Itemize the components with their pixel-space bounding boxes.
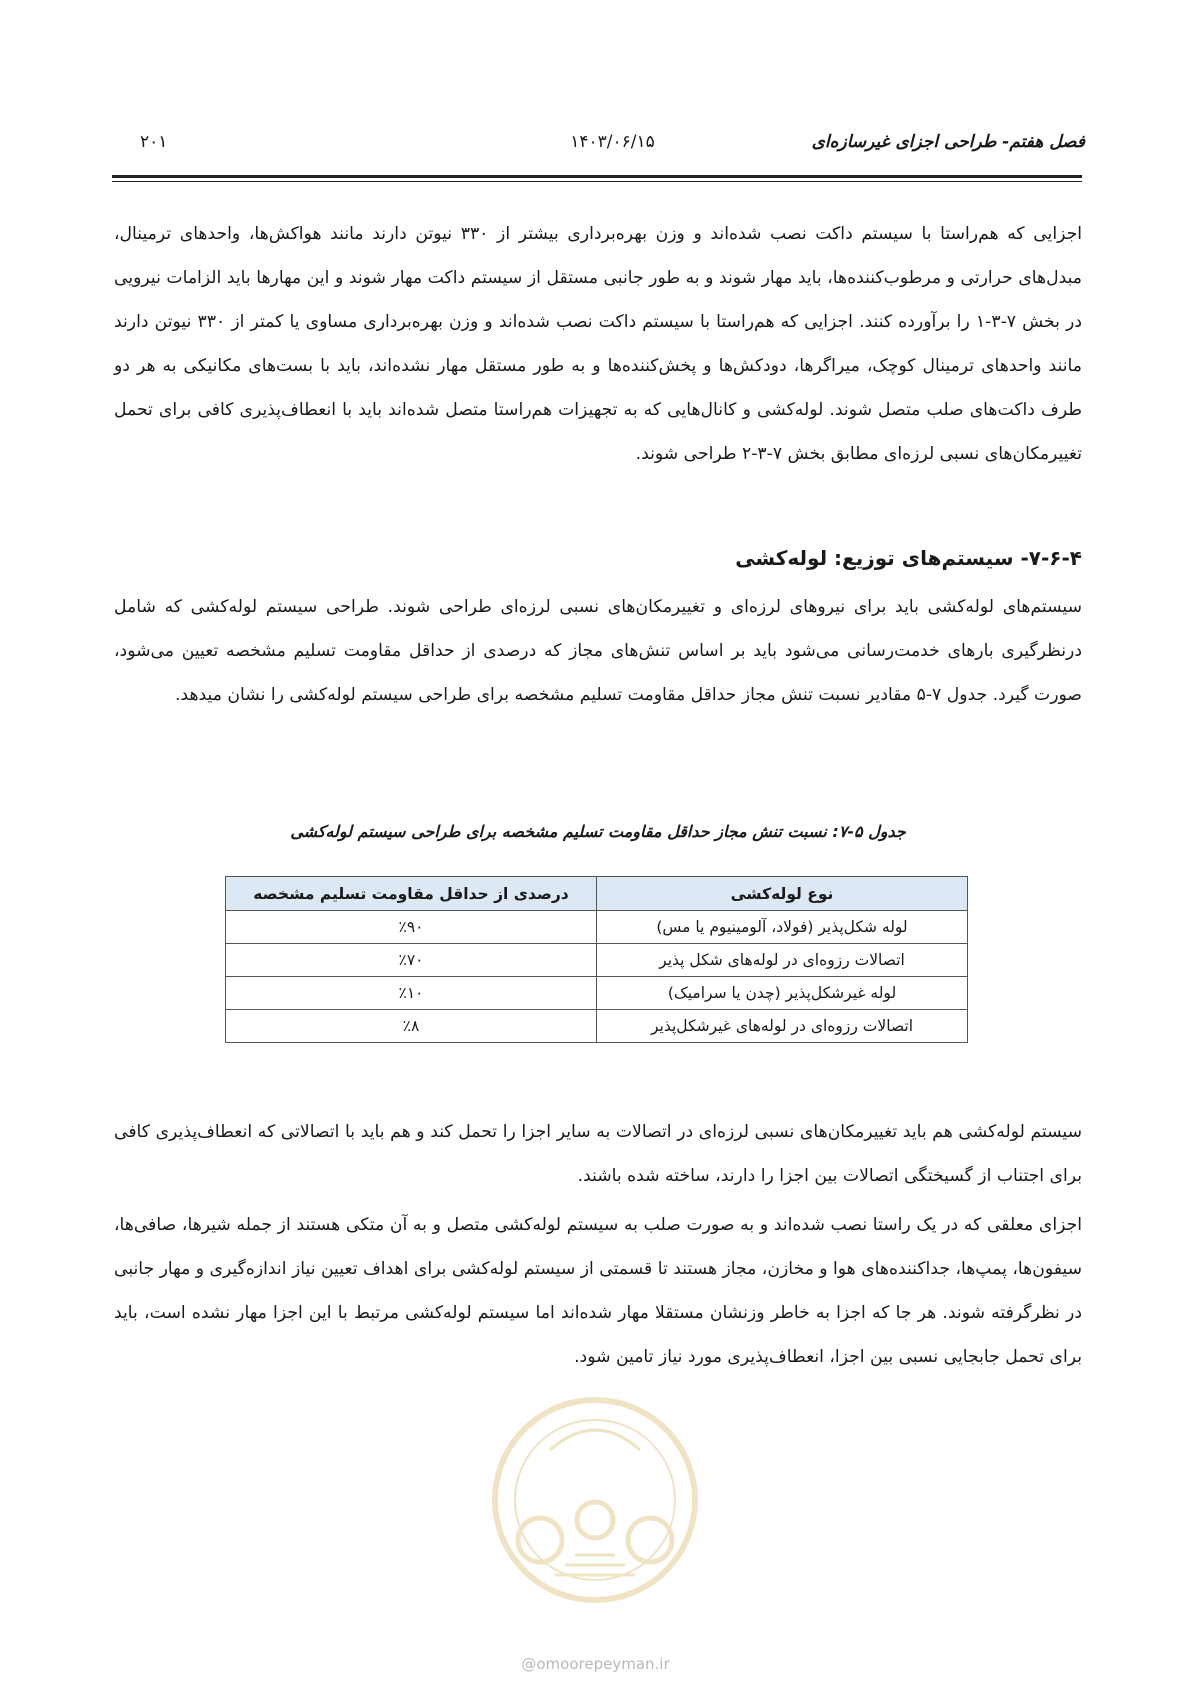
- header-rule-thin: [112, 181, 1082, 182]
- table-caption: جدول ۵-۷: نسبت تنش مجاز حداقل مقاومت تسلیم مشخصه برای طراحی سیستم لوله‌کشی: [290, 822, 906, 841]
- table-row: [226, 911, 968, 944]
- paragraph-piping-systems: سیستم‌های لوله‌کشی باید برای نیروهای لرزه‌ای و تغییرمکان‌های نسبی لرزه‌ای طراحی شوند. طراحی سیستم لوله‌کشی که شامل درنظرگیری بارهای خدمت‌رسانی می‌شود باید بر اساس تنش‌های مجاز که درصدی از حداقل مقاومت تسلیم مشخصه تعیین می‌شود، صورت گیرد. جدول ۷-۵ مقادیر نسبت تنش مجاز حداقل مقاومت تسلیم مشخصه برای طراحی سیستم لوله‌کشی را نشان میدهد.: [114, 597, 1082, 705]
- cell-yield-percentage: ٪۹۰: [226, 911, 597, 944]
- cell-piping-type: لوله شکل‌پذیر (فولاد، آلومینیوم یا مس): [597, 911, 968, 944]
- cell-yield-percentage: ٪۱۰: [226, 977, 597, 1010]
- watermark-logo-icon: [480, 1390, 710, 1640]
- header-date: ۱۴۰۳/۰۶/۱۵: [570, 132, 655, 152]
- table-row: [226, 944, 968, 977]
- section-heading: ۷-۶-۴- سیستم‌های توزیع: لوله‌کشی: [735, 546, 1082, 570]
- cell-piping-type: اتصالات رزوه‌ای در لوله‌های غیرشکل‌پذیر: [597, 1010, 968, 1043]
- cell-yield-percentage: ٪۸: [226, 1010, 597, 1043]
- column-header-piping-type: نوع لوله‌کشی: [597, 877, 968, 911]
- allowable-stress-table: [225, 876, 968, 1043]
- cell-piping-type: لوله غیرشکل‌پذیر (چدن یا سرامیک): [597, 977, 968, 1010]
- table-row: [226, 1010, 968, 1043]
- paragraph-duct-components: اجزایی که هم‌راستا با سیستم داکت نصب شده‌اند و وزن بهره‌برداری بیشتر از ۳۳۰ نیوتن دارند مانند هواکش‌ها، واحدهای ترمینال، مبدل‌های حرارتی و مرطوب‌کننده‌ها، باید مهار شوند و به طور جانبی مستقل از سیستم داکت مهار شوند و این مهارها باید الزامات نیرویی در بخش ۷-۳-۱ را برآورده کنند. اجزایی که هم‌راستا با سیستم داکت نصب شده‌اند و وزن بهره‌برداری مساوی یا کمتر از ۳۳۰ نیوتن دارند مانند واحدهای ترمینال کوچک، میراگرها، دودکش‌ها و پخش‌کننده‌ها و به طور مستقل مهار نشده‌اند، باید با بست‌های مکانیکی به هر دو طرف داکت‌های صلب متصل شوند. لوله‌کشی و کانال‌هایی که به تجهیزات هم‌راستا متصل شده‌اند باید با انعطاف‌پذیری کافی برای تحمل تغییرمکان‌های نسبی لرزه‌ای مطابق بخش ۷-۳-۲ طراحی شوند.: [114, 224, 1083, 464]
- table-row: [226, 977, 968, 1010]
- page-header: [140, 132, 1085, 158]
- paragraph-piping-connections: سیستم لوله‌کشی هم باید تغییرمکان‌های نسبی لرزه‌ای در اتصالات به سایر اجزا را تحمل کند و هم باید با اتصالاتی که انعطاف‌پذیری کافی برای اجتناب از گسیختگی اتصالات بین اجزا را دارند، ساخته شده باشند.: [114, 1122, 1082, 1186]
- chapter-title: فصل هفتم- طراحی اجزای غیرسازه‌ای: [811, 132, 1085, 152]
- paragraph-inline-components: اجزای معلقی که در یک راستا نصب شده‌اند و به صورت صلب به سیستم لوله‌کشی متصل و به آن متکی هستند از جمله شیرها، صافی‌ها، سیفون‌ها، پمپ‌ها، جداکننده‌های هوا و مخازن، مجاز هستند تا قسمتی از سیستم لوله‌کشی برای اهداف تعیین نیاز اندازه‌گیری و مهار جانبی در نظرگرفته شوند. هر جا که اجزا به خاطر وزنشان مستقلا مهار شده‌اند اما سیستم لوله‌کشی مرتبط با این اجزا مهار نشده است، باید برای تحمل جابجایی نسبی بین اجزا، انعطاف‌پذیری مورد نیاز تامین شود.: [114, 1215, 1082, 1367]
- table-header-row: [226, 877, 968, 911]
- header-rule: [112, 175, 1082, 178]
- watermark-url: @omoorepeyman.ir: [521, 1655, 670, 1673]
- column-header-yield-percentage: درصدی از حداقل مقاومت تسلیم مشخصه: [226, 877, 597, 911]
- cell-piping-type: اتصالات رزوه‌ای در لوله‌های شکل پذیر: [597, 944, 968, 977]
- page-number: ۲۰۱: [140, 132, 168, 152]
- cell-yield-percentage: ٪۷۰: [226, 944, 597, 977]
